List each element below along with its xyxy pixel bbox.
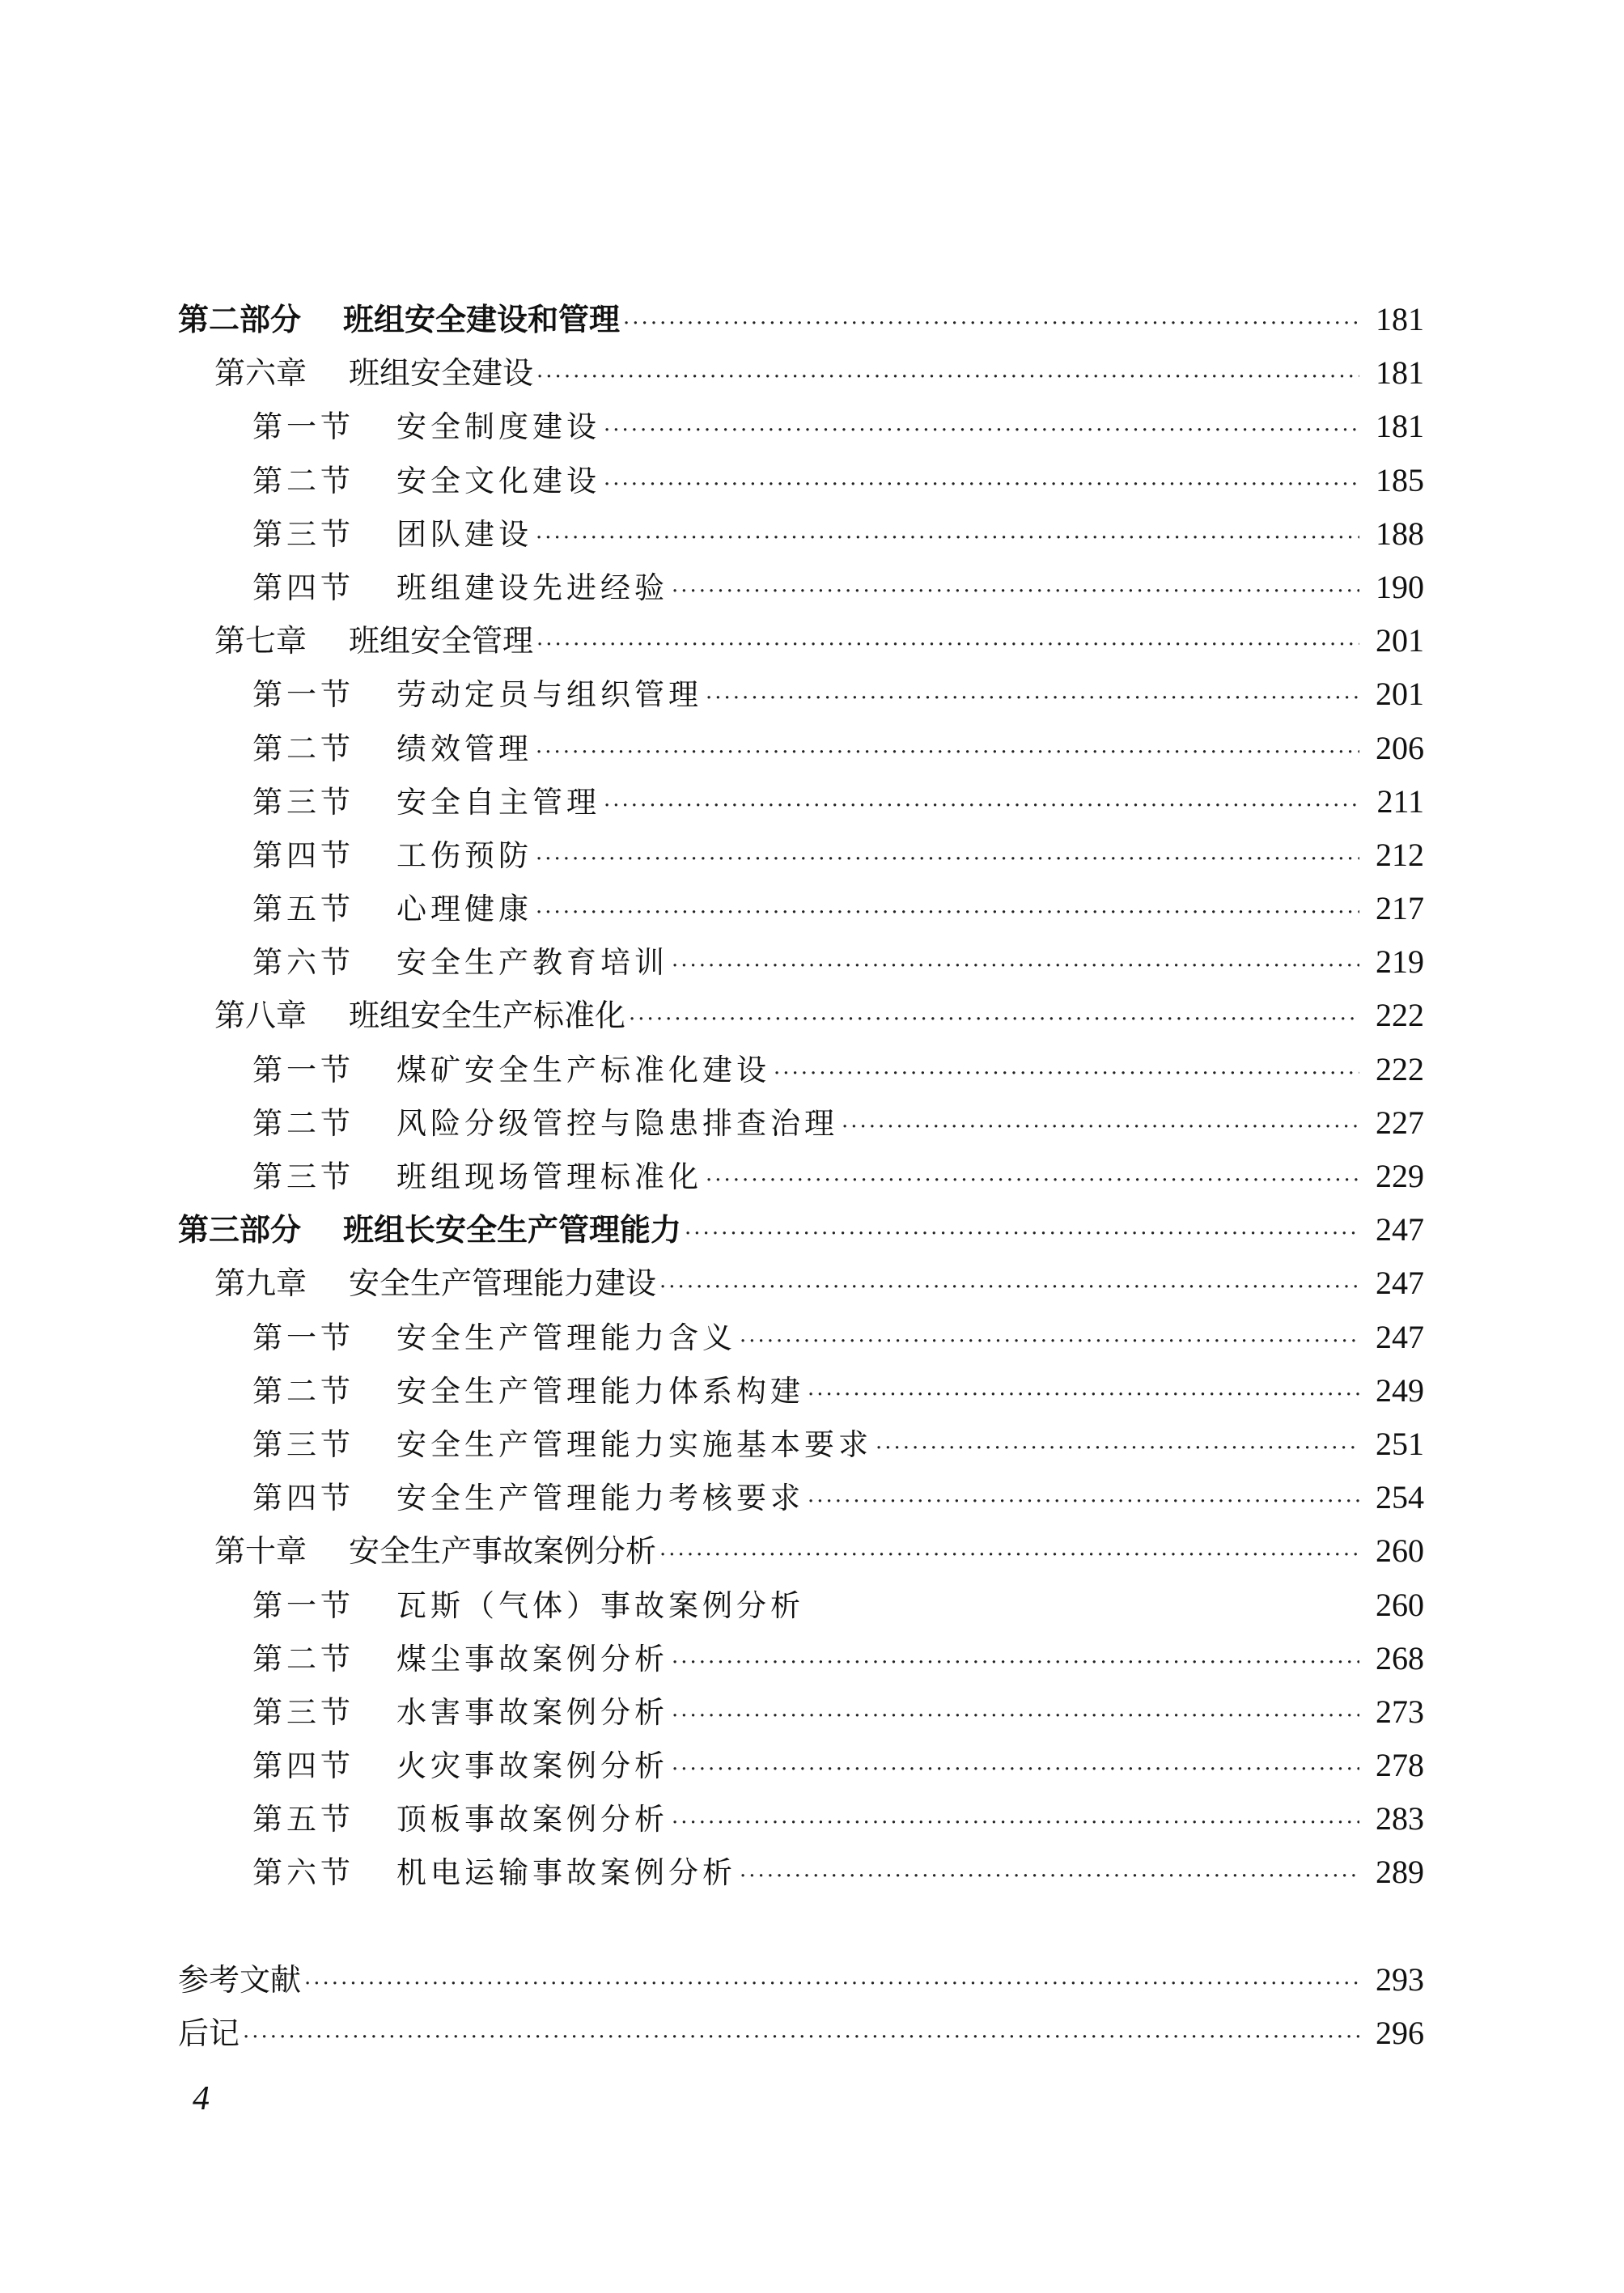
toc-section-entry [178, 1846, 1424, 1899]
toc-entry-number: 第二节 [252, 1373, 354, 1409]
toc-section-entry [178, 1150, 1424, 1203]
toc-entry-page: 229 [1376, 1158, 1424, 1194]
toc-entry-title: 团队建设 [396, 516, 532, 552]
toc-chapter-entry [178, 1257, 1424, 1310]
dot-leader [672, 939, 1359, 993]
toc-entry-number: 第三节 [252, 1694, 354, 1730]
table-of-contents [178, 293, 1424, 2060]
toc-entry-page: 201 [1376, 622, 1424, 659]
toc-spacer [178, 1900, 1424, 1953]
toc-entry-number: 第四节 [252, 570, 354, 605]
dot-leader [706, 1154, 1359, 1207]
toc-entry-number: 第六节 [252, 1855, 354, 1891]
toc-entry-number: 第二节 [252, 731, 354, 766]
toc-section-entry [178, 722, 1424, 775]
dot-leader [808, 1475, 1359, 1528]
toc-entry-number: 第二节 [252, 463, 354, 498]
page-number: 4 [193, 2080, 210, 2117]
toc-section-entry [178, 400, 1424, 453]
toc-section-entry [178, 1471, 1424, 1524]
toc-section-entry [178, 935, 1424, 989]
toc-entry-page: 181 [1376, 408, 1424, 445]
toc-entry-title: 水害事故案例分析 [396, 1694, 668, 1730]
toc-entry-page: 227 [1376, 1104, 1424, 1141]
toc-entry-page: 247 [1376, 1265, 1424, 1302]
toc-entry-title: 班组建设先进经验 [396, 570, 668, 605]
toc-entry-page: 222 [1376, 1050, 1424, 1087]
dot-leader [536, 618, 1359, 672]
toc-entry-page: 219 [1376, 943, 1424, 981]
toc-entry-title: 班组安全管理 [349, 623, 534, 659]
toc-entry-number: 第十章 [214, 1533, 307, 1570]
toc-entry-page: 247 [1376, 1318, 1424, 1355]
toc-entry-page: 185 [1376, 461, 1424, 498]
toc-back-matter-entry [178, 1953, 1424, 2007]
toc-entry-title: 绩效管理 [396, 731, 532, 766]
dot-leader [740, 1850, 1359, 1903]
toc-section-entry [178, 1418, 1424, 1471]
dot-leader [672, 1689, 1359, 1743]
dot-leader [604, 458, 1359, 511]
dot-leader [842, 1100, 1359, 1154]
toc-section-entry [178, 1043, 1424, 1096]
toc-entry-page: 278 [1376, 1747, 1424, 1784]
toc-entry-number: 第二节 [252, 1105, 354, 1141]
toc-entry-page: 206 [1376, 729, 1424, 766]
toc-entry-number: 第九章 [214, 1265, 307, 1302]
toc-entry-page: 181 [1376, 354, 1424, 392]
toc-chapter-entry [178, 614, 1424, 668]
toc-entry-title: 煤尘事故案例分析 [396, 1641, 668, 1676]
toc-entry-title: 安全文化建设 [396, 463, 600, 498]
toc-entry-title: 安全自主管理 [396, 784, 600, 820]
toc-entry-number: 第三节 [252, 784, 354, 820]
dot-leader [536, 726, 1359, 779]
dot-leader [536, 886, 1359, 939]
toc-section-entry [178, 668, 1424, 721]
toc-back-matter-entry [178, 2007, 1424, 2060]
dot-leader [672, 1796, 1359, 1850]
toc-entry-number: 第六章 [214, 355, 307, 392]
dot-leader [629, 993, 1359, 1046]
toc-entry-number: 第七章 [214, 623, 307, 659]
toc-entry-number: 第三节 [252, 516, 354, 552]
dot-leader [706, 672, 1359, 725]
toc-entry-number: 第二节 [252, 1641, 354, 1676]
toc-entry-title: 班组长安全生产管理能力 [343, 1212, 682, 1248]
dot-leader [623, 297, 1359, 350]
toc-entry-page: 211 [1376, 782, 1424, 820]
toc-section-entry [178, 454, 1424, 507]
toc-entry-number: 第三节 [252, 1159, 354, 1194]
toc-entry-title: 安全制度建设 [396, 409, 600, 445]
dot-leader [672, 565, 1359, 618]
toc-entry-page: 283 [1376, 1800, 1424, 1837]
toc-entry-number: 第一节 [252, 1320, 354, 1355]
toc-section-entry [178, 882, 1424, 935]
toc-entry-title: 班组安全生产标准化 [349, 998, 626, 1034]
toc-entry-page: 254 [1376, 1479, 1424, 1516]
toc-entry-number: 第四节 [252, 1481, 354, 1516]
dot-leader [808, 1368, 1359, 1422]
toc-entry-number: 第一节 [252, 1052, 354, 1087]
toc-entry-page: 289 [1376, 1854, 1424, 1891]
dot-leader [672, 1743, 1359, 1796]
dot-leader [740, 1315, 1359, 1368]
toc-entry-number: 第三节 [252, 1426, 354, 1462]
toc-entry-title: 顶板事故案例分析 [396, 1802, 668, 1837]
toc-entry-page: 293 [1376, 1960, 1424, 1998]
toc-section-entry [178, 1364, 1424, 1418]
toc-entry-title: 煤矿安全生产标准化建设 [396, 1052, 770, 1087]
toc-entry-title: 安全生产管理能力实施基本要求 [396, 1426, 872, 1462]
dot-leader [604, 779, 1359, 833]
dot-leader [659, 1261, 1359, 1314]
toc-entry-title: 安全生产管理能力含义 [396, 1320, 736, 1355]
toc-entry-number: 第八章 [214, 998, 307, 1034]
toc-entry-number: 第四节 [252, 1748, 354, 1784]
toc-section-entry [178, 829, 1424, 882]
toc-section-entry [178, 1096, 1424, 1150]
toc-entry-title: 后记 [178, 2015, 240, 2051]
toc-entry-title: 安全生产教育培训 [396, 945, 668, 981]
dot-leader [672, 1636, 1359, 1689]
dot-leader [659, 1528, 1359, 1582]
dot-leader [536, 350, 1359, 404]
toc-entry-title: 安全生产管理能力建设 [349, 1265, 657, 1302]
toc-entry-title: 火灾事故案例分析 [396, 1748, 668, 1784]
toc-entry-title: 机电运输事故案例分析 [396, 1855, 736, 1891]
toc-entry-number: 第五节 [252, 892, 354, 927]
toc-entry-title: 安全生产管理能力体系构建 [396, 1373, 804, 1409]
dot-leader [876, 1422, 1359, 1475]
toc-section-entry [178, 1792, 1424, 1846]
toc-section-entry [178, 1685, 1424, 1739]
toc-entry-title: 安全生产事故案例分析 [349, 1533, 657, 1570]
dot-leader [304, 1957, 1359, 2011]
toc-part-entry [178, 1203, 1424, 1257]
toc-chapter-entry [178, 989, 1424, 1042]
toc-entry-page: 201 [1376, 676, 1424, 713]
dot-leader [536, 511, 1359, 565]
toc-entry-page: 249 [1376, 1371, 1424, 1409]
toc-entry-number: 第四节 [252, 837, 354, 873]
toc-chapter-entry [178, 346, 1424, 400]
toc-entry-page: 217 [1376, 890, 1424, 927]
toc-section-entry [178, 561, 1424, 614]
toc-part-entry [178, 293, 1424, 346]
toc-entry-page: 296 [1376, 2014, 1424, 2051]
dot-leader [685, 1207, 1359, 1261]
toc-entry-page: 181 [1376, 301, 1424, 337]
toc-entry-number: 第五节 [252, 1802, 354, 1837]
toc-entry-number: 第一节 [252, 1587, 354, 1623]
toc-section-entry [178, 507, 1424, 561]
toc-entry-page: 247 [1376, 1211, 1424, 1248]
toc-entry-title: 参考文献 [178, 1961, 302, 1998]
toc-section-entry [178, 1632, 1424, 1685]
toc-entry-page: 212 [1376, 836, 1424, 873]
dot-leader [243, 2011, 1359, 2064]
dot-leader [536, 833, 1359, 886]
toc-entry-title: 班组安全建设和管理 [343, 302, 621, 337]
toc-entry-title: 劳动定员与组织管理 [396, 677, 702, 713]
toc-entry-number: 第二部分 [178, 302, 302, 337]
toc-entry-title: 班组安全建设 [349, 355, 534, 392]
toc-entry-page: 222 [1376, 997, 1424, 1034]
toc-chapter-entry [178, 1524, 1424, 1578]
toc-entry-number: 第一节 [252, 677, 354, 713]
toc-entry-number: 第一节 [252, 409, 354, 445]
toc-section-entry [178, 775, 1424, 829]
toc-entry-page: 260 [1376, 1586, 1424, 1623]
toc-entry-page: 273 [1376, 1693, 1424, 1730]
toc-entry-page: 188 [1376, 515, 1424, 552]
toc-entry-title: 瓦斯（气体）事故案例分析 [396, 1587, 804, 1623]
toc-section-entry [178, 1311, 1424, 1364]
toc-entry-number: 第三部分 [178, 1212, 302, 1248]
toc-entry-title: 班组现场管理标准化 [396, 1159, 702, 1194]
toc-entry-page: 251 [1376, 1425, 1424, 1462]
toc-entry-title: 安全生产管理能力考核要求 [396, 1481, 804, 1516]
toc-entry-title: 风险分级管控与隐患排查治理 [396, 1105, 838, 1141]
toc-entry-title: 工伤预防 [396, 837, 532, 873]
toc-entry-page: 268 [1376, 1639, 1424, 1676]
toc-section-entry [178, 1739, 1424, 1792]
toc-entry-page: 190 [1376, 568, 1424, 605]
toc-section-entry [178, 1579, 1424, 1632]
toc-entry-number: 第六节 [252, 945, 354, 981]
toc-entry-page: 260 [1376, 1532, 1424, 1570]
dot-leader [604, 404, 1359, 457]
toc-entry-title: 心理健康 [396, 892, 532, 927]
dot-leader [774, 1047, 1359, 1100]
